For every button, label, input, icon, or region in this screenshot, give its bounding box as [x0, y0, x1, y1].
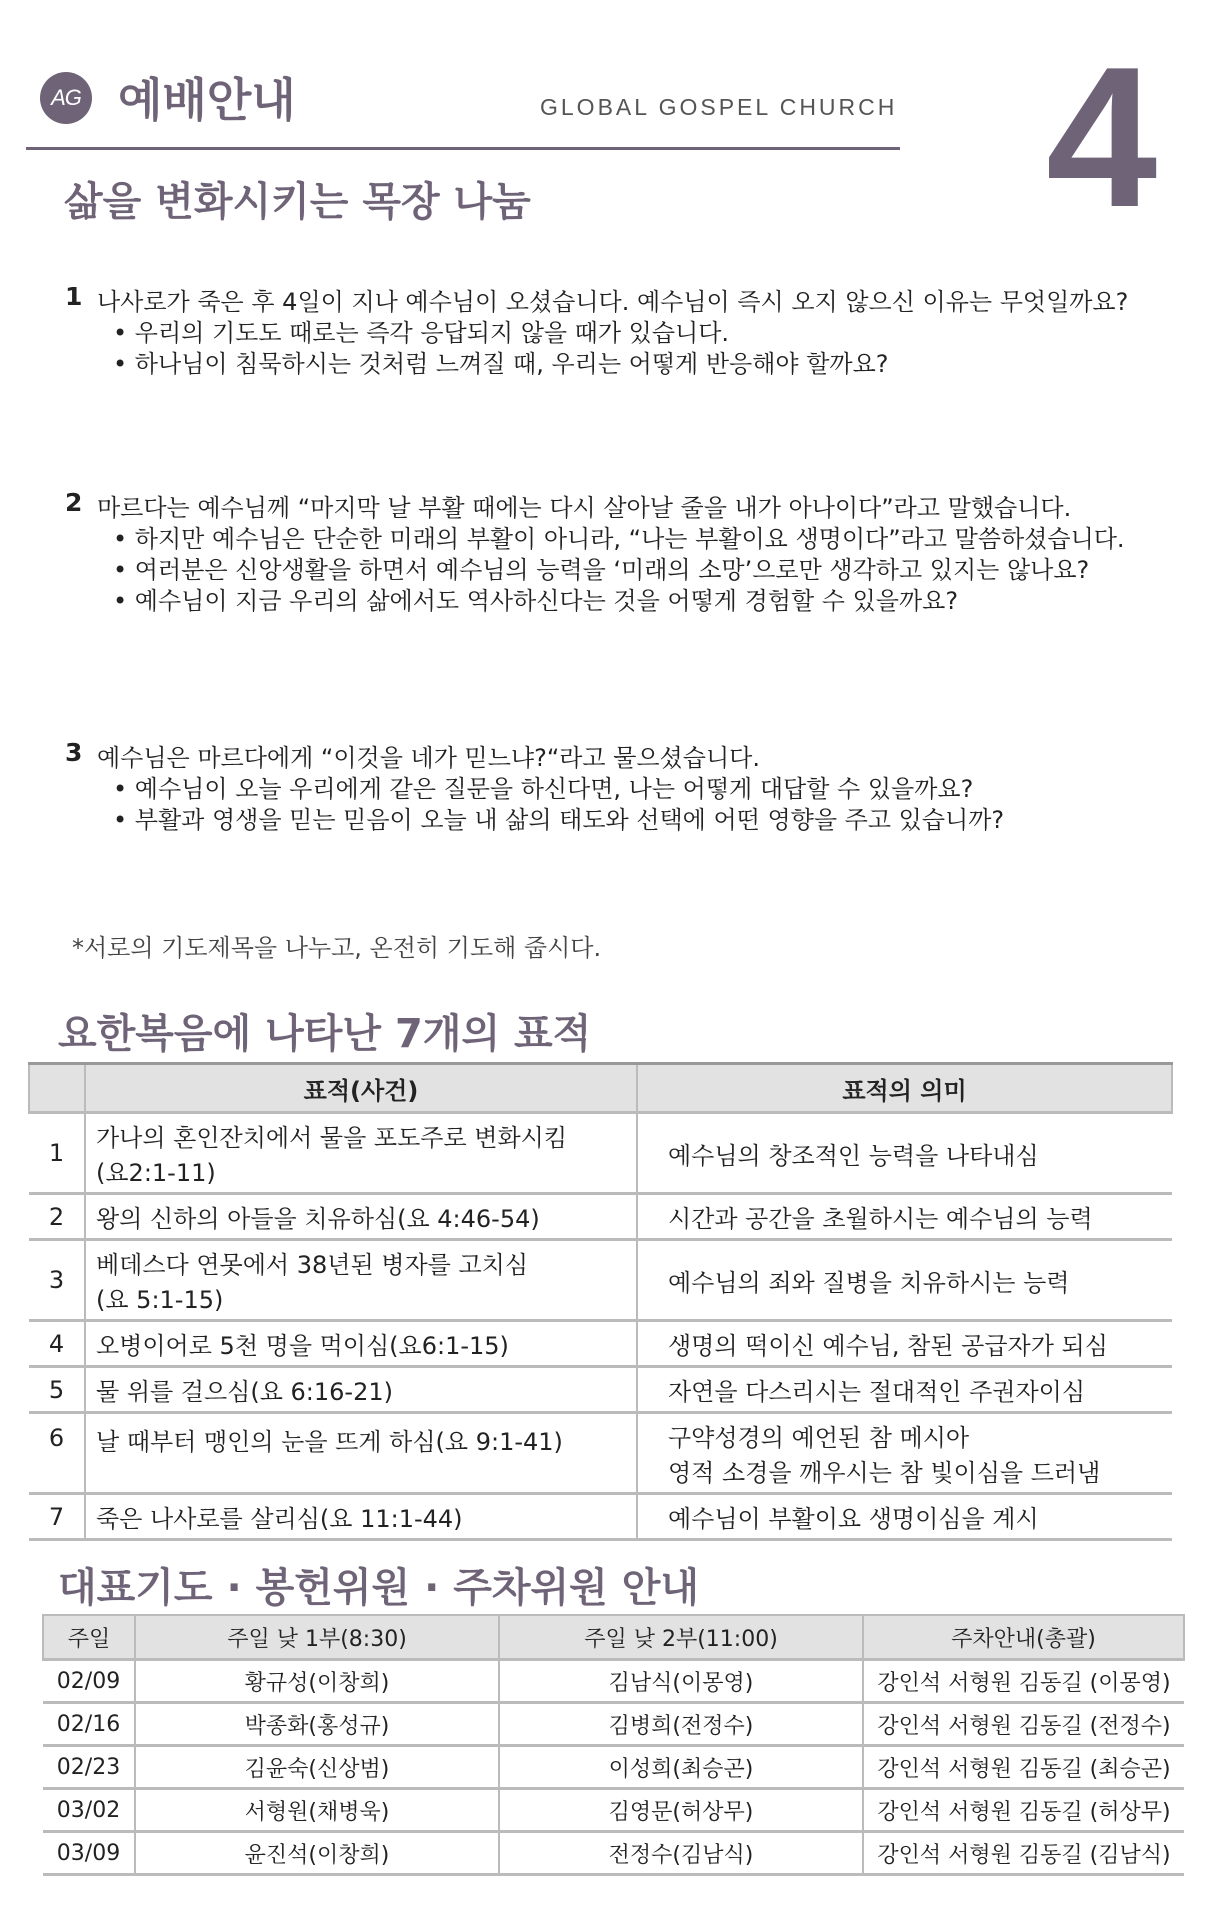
row-number: 2 [29, 1194, 85, 1240]
table-row [29, 1240, 1172, 1321]
column-header: 주일 낮 1부(8:30) [135, 1615, 499, 1660]
sign-meaning: 시간과 공간을 초월하시는 예수님의 능력 [637, 1194, 1172, 1240]
question-number: 2 [65, 488, 83, 517]
sign-event: 물 위를 걸으심(요 6:16-21) [85, 1367, 637, 1413]
duty-table [42, 1614, 1185, 1876]
service-1-prayer: 서형원(채병욱) [135, 1789, 499, 1832]
column-header: 주일 낮 2부(11:00) [499, 1615, 863, 1660]
church-logo [40, 72, 92, 124]
sign-meaning: 예수님의 죄와 질병을 치유하시는 능력 [637, 1240, 1172, 1321]
parking-team: 강인석 서형원 김동길 (허상무) [863, 1789, 1184, 1832]
sign-event: 베데스다 연못에서 38년된 병자를 고치심 (요 5:1-15) [85, 1240, 637, 1321]
table-header-row [43, 1615, 1184, 1660]
question-bullet: • 우리의 기도도 때로는 즉각 응답되지 않을 때가 있습니다. [113, 319, 730, 347]
service-1-prayer: 박종화(홍성규) [135, 1703, 499, 1746]
duty-heading: 대표기도 · 봉헌위원 · 주차위원 안내 [58, 1565, 699, 1611]
table-row [29, 1321, 1172, 1367]
table-row [29, 1113, 1172, 1194]
table-row [29, 1367, 1172, 1413]
question-bullet: • 예수님이 지금 우리의 삶에서도 역사하신다는 것을 어떻게 경험할 수 있을까요? [113, 587, 959, 615]
question-number: 1 [65, 282, 83, 311]
prayer-note: *서로의 기도제목을 나누고, 온전히 기도해 줍시다. [72, 934, 602, 962]
row-number: 5 [29, 1367, 85, 1413]
row-number: 4 [29, 1321, 85, 1367]
question-bullet: • 부활과 영생을 믿는 믿음이 오늘 내 삶의 태도와 선택에 어떤 영향을 주고 있습니까? [113, 806, 1005, 834]
column-header [29, 1064, 85, 1113]
column-header: 주일 [43, 1615, 135, 1660]
column-header: 표적의 의미 [637, 1064, 1172, 1113]
row-number: 7 [29, 1494, 85, 1540]
sign-event: 죽은 나사로를 살리심(요 11:1-44) [85, 1494, 637, 1540]
sunday-date: 03/09 [43, 1832, 135, 1875]
table-row [43, 1832, 1184, 1875]
signs-heading: 요한복음에 나타난 7개의 표적 [58, 1011, 592, 1057]
row-number: 3 [29, 1240, 85, 1321]
service-2-prayer: 전정수(김남식) [499, 1832, 863, 1875]
table-row [43, 1746, 1184, 1789]
page-title: 예배안내 [118, 73, 296, 127]
question-bullet: • 하나님이 침묵하시는 것처럼 느껴질 때, 우리는 어떻게 반응해야 할까요? [113, 350, 889, 378]
sunday-date: 03/02 [43, 1789, 135, 1832]
sign-event: 오병이어로 5천 명을 먹이심(요6:1-15) [85, 1321, 637, 1367]
signs-table [28, 1062, 1173, 1541]
header-divider [26, 147, 900, 150]
sunday-date: 02/23 [43, 1746, 135, 1789]
table-row [43, 1660, 1184, 1703]
question-number: 3 [65, 738, 83, 767]
question-text: 마르다는 예수님께 “마지막 날 부활 때에는 다시 살아날 줄을 내가 아나이다”라고 말했습니다. [97, 494, 1072, 522]
table-row [29, 1494, 1172, 1540]
logo-text: AG [51, 85, 81, 110]
service-2-prayer: 김영문(허상무) [499, 1789, 863, 1832]
sign-meaning: 생명의 떡이신 예수님, 참된 공급자가 되심 [637, 1321, 1172, 1367]
question-text: 나사로가 죽은 후 4일이 지나 예수님이 오셨습니다. 예수님이 즉시 오지 않으신 이유는 무엇일까요? [97, 288, 1129, 316]
sign-meaning: 구약성경의 예언된 참 메시아 영적 소경을 깨우시는 참 빛이심을 드러냄 [637, 1413, 1172, 1494]
parking-team: 강인석 서형원 김동길 (전정수) [863, 1703, 1184, 1746]
parking-team: 강인석 서형원 김동길 (최승곤) [863, 1746, 1184, 1789]
sunday-date: 02/09 [43, 1660, 135, 1703]
sharing-heading: 삶을 변화시키는 목장 나눔 [64, 179, 531, 225]
sign-meaning: 예수님의 창조적인 능력을 나타내심 [637, 1113, 1172, 1194]
row-number: 1 [29, 1113, 85, 1194]
page-number: 4 [1046, 26, 1158, 249]
service-1-prayer: 윤진석(이창희) [135, 1832, 499, 1875]
church-name: GLOBAL GOSPEL CHURCH [540, 94, 898, 120]
service-1-prayer: 황규성(이창희) [135, 1660, 499, 1703]
service-2-prayer: 김남식(이몽영) [499, 1660, 863, 1703]
sign-meaning: 예수님이 부활이요 생명이심을 계시 [637, 1494, 1172, 1540]
table-header-row [29, 1064, 1172, 1113]
sign-event: 날 때부터 맹인의 눈을 뜨게 하심(요 9:1-41) [85, 1413, 637, 1494]
question-text: 예수님은 마르다에게 “이것을 네가 믿느냐?“라고 물으셨습니다. [97, 744, 760, 772]
row-number: 6 [29, 1413, 85, 1494]
question-bullet: • 예수님이 오늘 우리에게 같은 질문을 하신다면, 나는 어떻게 대답할 수 있을까요? [113, 775, 974, 803]
sign-event: 가나의 혼인잔치에서 물을 포도주로 변화시킴 (요2:1-11) [85, 1113, 637, 1194]
service-2-prayer: 이성희(최승곤) [499, 1746, 863, 1789]
sunday-date: 02/16 [43, 1703, 135, 1746]
column-header: 주차안내(총괄) [863, 1615, 1184, 1660]
parking-team: 강인석 서형원 김동길 (김남식) [863, 1832, 1184, 1875]
parking-team: 강인석 서형원 김동길 (이몽영) [863, 1660, 1184, 1703]
service-2-prayer: 김병희(전정수) [499, 1703, 863, 1746]
table-row [43, 1703, 1184, 1746]
column-header: 표적(사건) [85, 1064, 637, 1113]
question-bullet: • 여러분은 신앙생활을 하면서 예수님의 능력을 ‘미래의 소망’으로만 생각하고 있지는 않나요? [113, 556, 1090, 584]
service-1-prayer: 김윤숙(신상범) [135, 1746, 499, 1789]
question-bullet: • 하지만 예수님은 단순한 미래의 부활이 아니라, “나는 부활이요 생명이다”라고 말씀하셨습니다. [113, 525, 1125, 553]
sign-event: 왕의 신하의 아들을 치유하심(요 4:46-54) [85, 1194, 637, 1240]
table-row [43, 1789, 1184, 1832]
table-row [29, 1413, 1172, 1494]
table-row [29, 1194, 1172, 1240]
sign-meaning: 자연을 다스리시는 절대적인 주권자이심 [637, 1367, 1172, 1413]
